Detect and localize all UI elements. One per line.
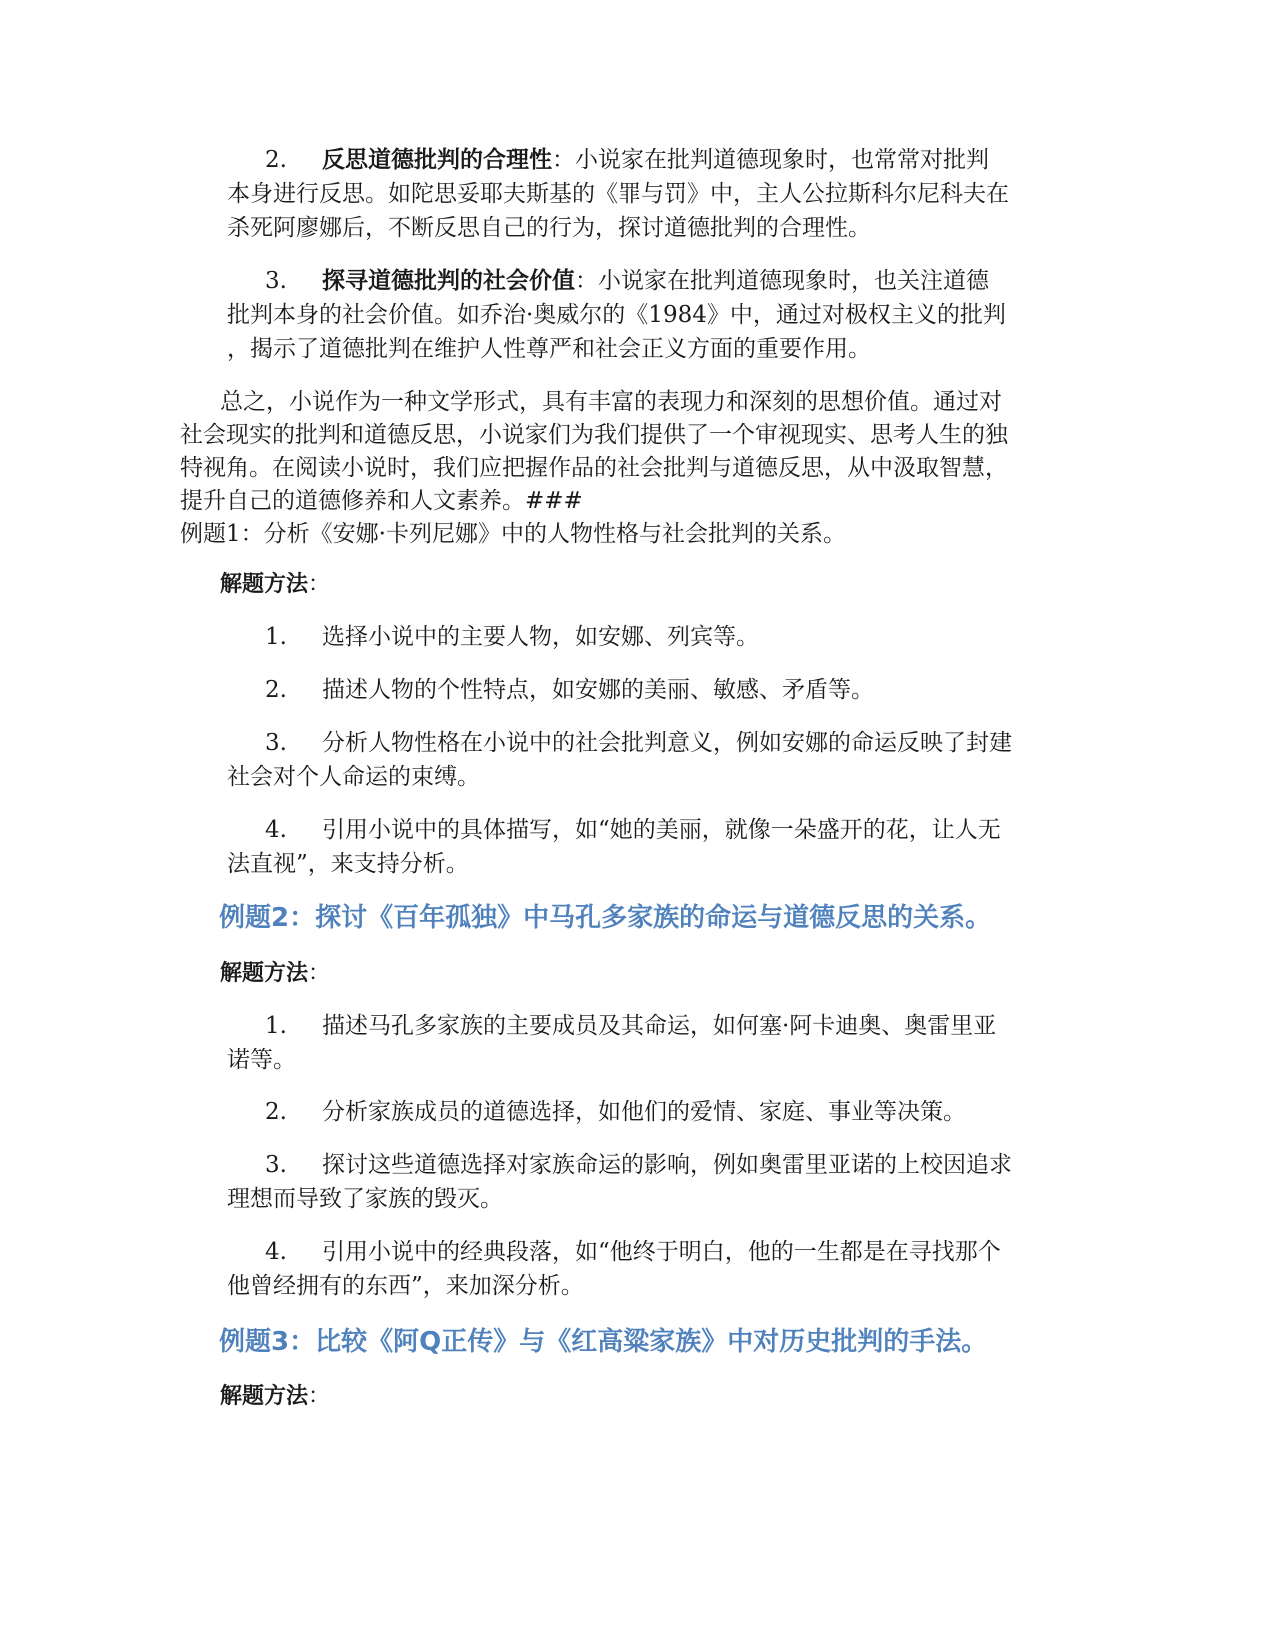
step-number: 1. — [265, 1013, 287, 1039]
item-title: 反思道德批判的合理性 — [322, 147, 552, 173]
summary-line: 社会现实的批判和道德反思，小说家们为我们提供了一个审视现实、思考人生的独 — [180, 422, 1008, 448]
step-number: 4. — [265, 1239, 287, 1265]
step-line: 分析家族成员的道德选择，如他们的爱情、家庭、事业等决策。 — [322, 1099, 966, 1125]
list-number: 2. — [265, 147, 287, 173]
step-line: 社会对个人命运的束缚。 — [227, 764, 480, 790]
separator: ： — [308, 961, 331, 986]
step-number: 3. — [265, 730, 287, 756]
example-2-heading: 例题2：探讨《百年孤独》中马孔多家族的命运与道德反思的关系。 — [219, 903, 992, 933]
list-number: 3. — [265, 268, 287, 294]
list-item-first-line — [322, 264, 989, 298]
list-item-line: 杀死阿廖娜后，不断反思自己的行为，探讨道德批判的合理性。 — [227, 215, 871, 241]
step-line: 分析人物性格在小说中的社会批判意义，例如安娜的命运反映了封建 — [322, 730, 1012, 756]
step-line: 描述马孔多家族的主要成员及其命运，如何塞·阿卡迪奥、奥雷里亚 — [322, 1013, 997, 1039]
step-line: 选择小说中的主要人物，如安娜、列宾等。 — [322, 624, 759, 650]
summary-line: 特视角。在阅读小说时，我们应把握作品的社会批判与道德反思，从中汲取智慧， — [180, 455, 1008, 481]
list-item-first-line — [322, 143, 989, 177]
list-item-line: ，揭示了道德批判在维护人性尊严和社会正义方面的重要作用。 — [227, 336, 871, 362]
item-text: 小说家在批判道德现象时，也常常对批判 — [575, 147, 989, 173]
example-1-method-label — [220, 568, 330, 602]
step-line: 探讨这些道德选择对家族命运的影响，例如奥雷里亚诺的上校因追求 — [322, 1152, 1012, 1178]
method-label-text: 解题方法 — [220, 1384, 309, 1409]
item-text: 小说家在批判道德现象时，也关注道德 — [598, 268, 989, 294]
step-line: 法直视”，来支持分析。 — [227, 851, 469, 877]
step-number: 2. — [265, 1099, 287, 1125]
separator: ： — [575, 268, 598, 294]
step-line: 描述人物的个性特点，如安娜的美丽、敏感、矛盾等。 — [322, 677, 874, 703]
step-number: 2. — [265, 677, 287, 703]
method-label-text: 解题方法 — [220, 961, 309, 986]
separator: ： — [308, 1384, 331, 1409]
summary-line: 总之，小说作为一种文学形式，具有丰富的表现力和深刻的思想价值。通过对 — [220, 389, 1002, 415]
step-line: 引用小说中的经典段落，如“他终于明白，他的一生都是在寻找那个 — [322, 1239, 1001, 1265]
step-number: 1. — [265, 624, 287, 650]
method-label-text: 解题方法 — [220, 572, 309, 597]
example-1-title: 例题1：分析《安娜·卡列尼娜》中的人物性格与社会批判的关系。 — [180, 521, 846, 547]
step-number: 3. — [265, 1152, 287, 1178]
separator: ： — [552, 147, 575, 173]
step-line: 他曾经拥有的东西”，来加深分析。 — [227, 1273, 584, 1299]
step-number: 4. — [265, 817, 287, 843]
summary-line: 提升自己的道德修养和人文素养。### — [180, 488, 583, 514]
example-2-method-label — [220, 957, 330, 991]
item-title: 探寻道德批判的社会价值 — [322, 268, 575, 294]
example-3-method-label — [220, 1380, 330, 1414]
separator: ： — [308, 572, 331, 597]
list-item-line: 批判本身的社会价值。如乔治·奥威尔的《1984》中，通过对极权主义的批判 — [227, 302, 1006, 328]
step-line: 引用小说中的具体描写，如“她的美丽，就像一朵盛开的花，让人无 — [322, 817, 1001, 843]
step-line: 诺等。 — [227, 1047, 296, 1073]
example-3-heading: 例题3：比较《阿Q正传》与《红高粱家族》中对历史批判的手法。 — [219, 1327, 988, 1357]
step-line: 理想而导致了家族的毁灭。 — [227, 1186, 503, 1212]
list-item-line: 本身进行反思。如陀思妥耶夫斯基的《罪与罚》中，主人公拉斯科尔尼科夫在 — [227, 181, 1009, 207]
